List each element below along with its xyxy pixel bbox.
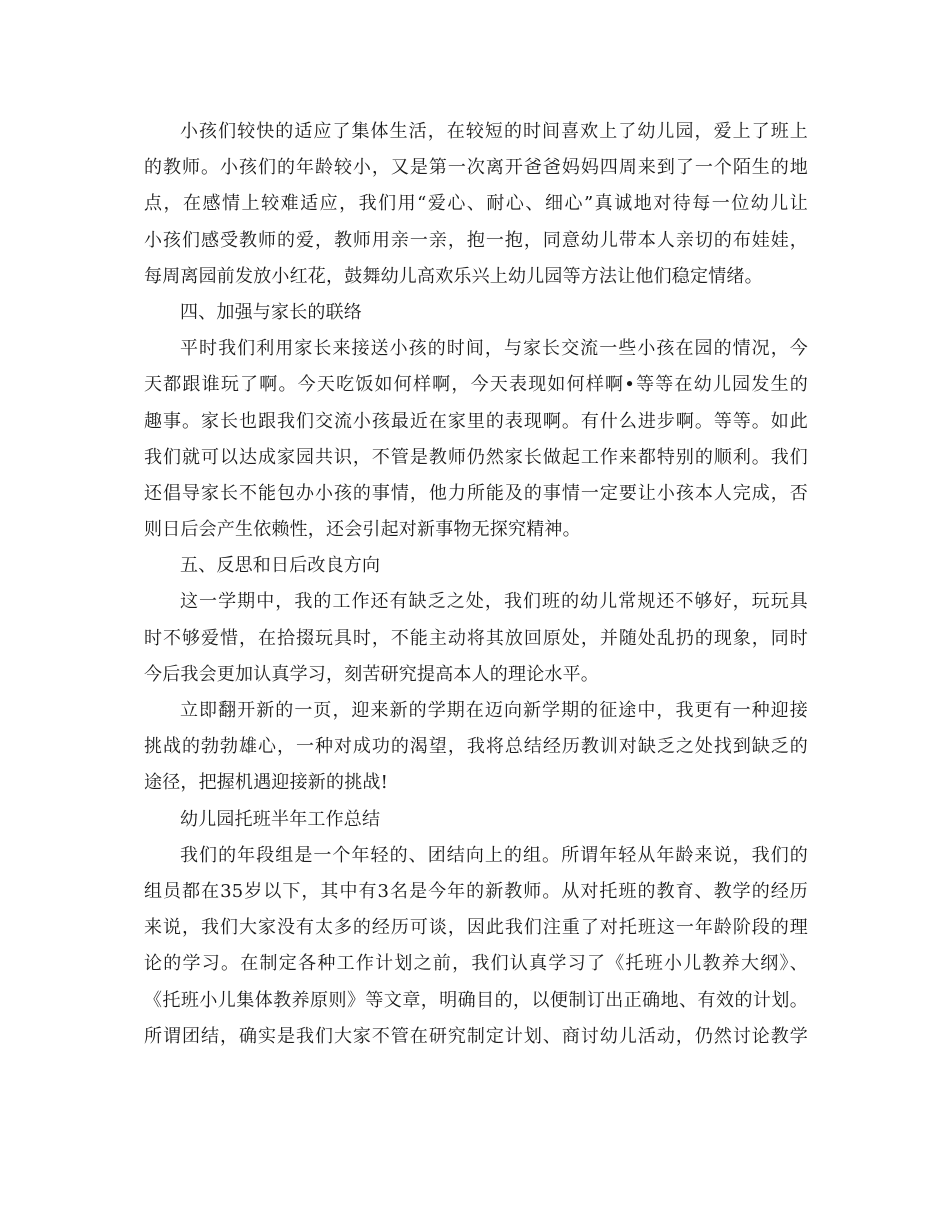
paragraph-line: 每周离园前发放小红花，鼓舞幼儿高欢乐兴上幼儿园等方法让他们稳定情绪。 [144,265,763,287]
paragraph-line: 则日后会产生依赖性，还会引起对新事物无探究精神。 [144,519,581,541]
paragraph-line: 天都跟谁玩了啊。今天吃饭如何样啊，今天表现如何样啊•等等在幼儿园发生的 [144,374,808,396]
paragraph-line: 组员都在35岁以下，其中有3名是今年的新教师。从对托班的教育、教学的经历 [144,880,808,902]
paragraph-line: 这一学期中，我的工作还有缺乏之处，我们班的幼儿常规还不够好，玩玩具 [180,591,808,613]
paragraph-line: 我们的年段组是一个年轻的、团结向上的组。所谓年轻从年龄来说，我们的 [180,844,808,866]
paragraph-line: 时不够爱惜，在拾掇玩具时，不能主动将其放回原处，并随处乱扔的现象，同时 [144,627,808,649]
paragraph-line: 点，在感情上较难适应，我们用“爱心、耐心、细心”真诚地对待每一位幼儿让 [144,193,808,215]
paragraph-line: 所谓团结，确实是我们大家不管在研究制定计划、商讨幼儿活动，仍然讨论教学 [144,1025,808,1047]
paragraph-line: 还倡导家长不能包办小孩的事情，他力所能及的事情一定要让小孩本人完成，否 [144,482,808,504]
paragraph-line: 《托班小儿集体教养原则》等文章，明确目的，以便制订出正确地、有效的计划。 [144,989,808,1011]
paragraph-line: 趣事。家长也跟我们交流小孩最近在家里的表现啊。有什么进步啊。等等。如此 [144,410,808,432]
paragraph-line: 小孩们较快的适应了集体生活，在较短的时间喜欢上了幼儿园，爱上了班上 [180,121,808,142]
paragraph-line: 的教师。小孩们的年龄较小，又是第一次离开爸爸妈妈四周来到了一个陌生的地 [144,157,808,179]
section-heading: 幼儿园托班半年工作总结 [180,808,381,830]
paragraph-line: 来说，我们大家没有太多的经历可谈，因此我们注重了对托班这一年龄阶段的理 [144,917,808,939]
paragraph-line: 今后我会更加认真学习，刻苦研究提高本人的理论水平。 [144,663,599,685]
paragraph-line: 挑战的勃勃雄心，一种对成功的渴望，我将总结经历教训对缺乏之处找到缺乏的 [144,736,808,758]
document-page [144,114,808,1055]
paragraph-line: 途径，把握机遇迎接新的挑战! [144,772,389,794]
paragraph-line: 平时我们利用家长来接送小孩的时间，与家长交流一些小孩在园的情况，今 [180,338,808,360]
section-heading: 五、反思和日后改良方向 [180,555,381,577]
paragraph-line: 小孩们感受教师的爱，教师用亲一亲，抱一抱，同意幼儿带本人亲切的布娃娃， [144,229,808,251]
paragraph-line: 立即翻开新的一页，迎来新的学期在迈向新学期的征途中，我更有一种迎接 [180,700,808,721]
section-heading: 四、加强与家长的联络 [180,301,362,323]
paragraph-line: 我们就可以达成家园共识，不管是教师仍然家长做起工作来都特别的顺利。我们 [144,446,808,468]
paragraph-line: 论的学习。在制定各种工作计划之前，我们认真学习了《托班小儿教养大纲》、 [144,953,808,975]
